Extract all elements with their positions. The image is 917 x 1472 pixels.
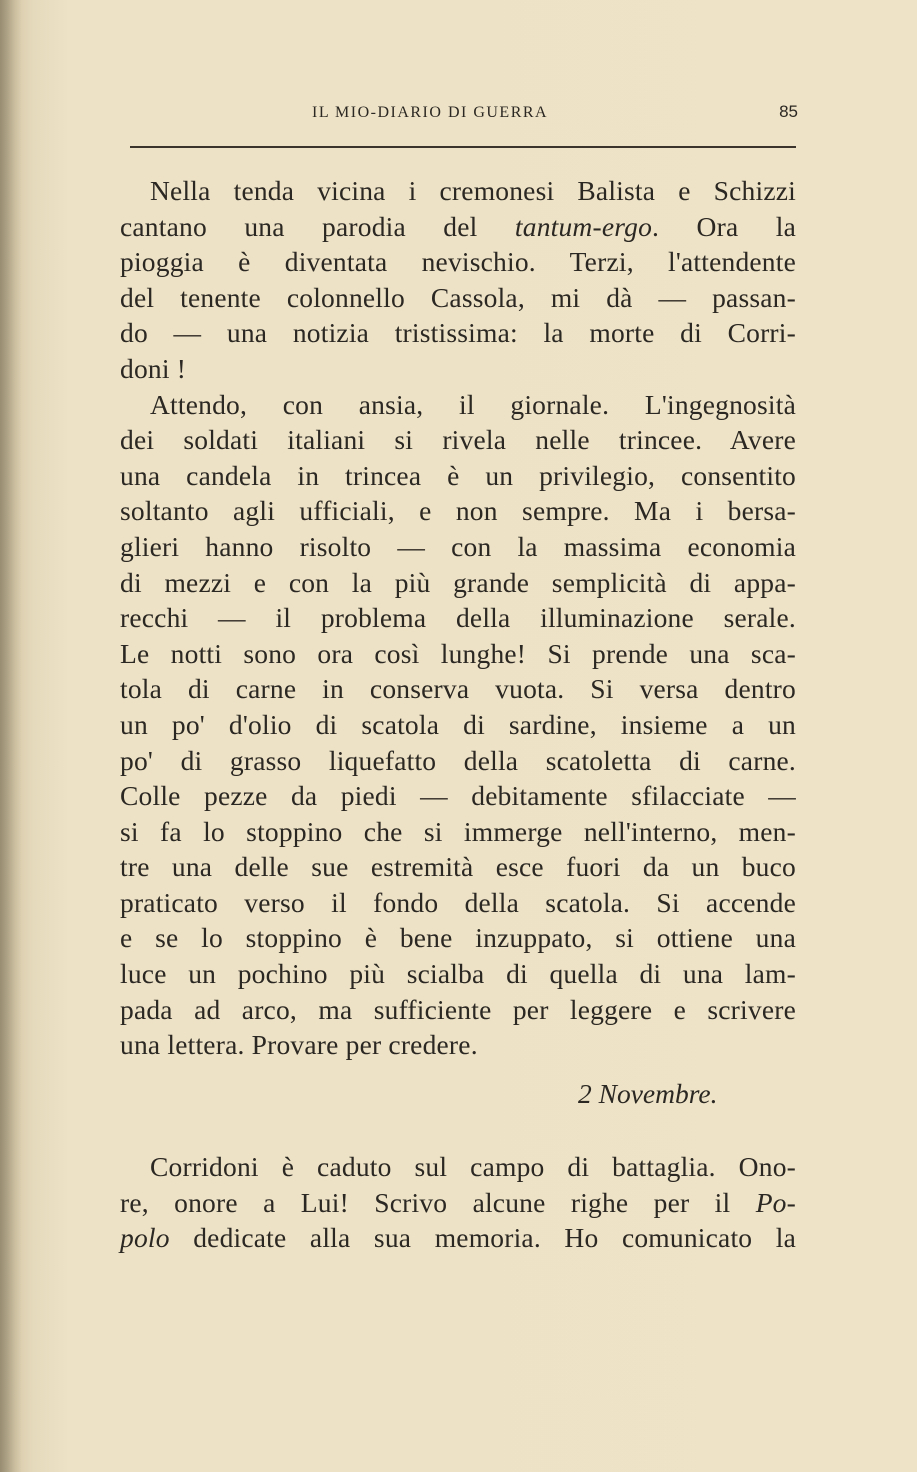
- page-header: [120, 104, 798, 132]
- text-line: una candela in trincea è un privilegio, consentito: [120, 459, 796, 491]
- running-title: IL MIO-DIARIO DI GUERRA: [312, 104, 549, 121]
- text-line: tola di carne in conserva vuota. Si versa dentro: [120, 673, 796, 705]
- text-block-second: [120, 1149, 796, 1256]
- text-line: polo dedicate alla sua memoria. Ho comunicato la: [120, 1222, 796, 1254]
- text-line: luce un pochino più scialba di quella di una lam-: [120, 958, 796, 990]
- text-line: praticato verso il fondo della scatola. Si accende: [120, 886, 796, 918]
- text-line: si fa lo stoppino che si immerge nell'interno, men-: [120, 815, 796, 847]
- text-line: soltanto agli ufficiali, e non sempre. Ma i bersa-: [120, 495, 796, 527]
- paragraph: [120, 173, 796, 387]
- text-line: Corridoni è caduto sul campo di battaglia. Ono-: [150, 1151, 796, 1182]
- spine-shadow: [0, 0, 22, 1472]
- text-block-main: [120, 173, 796, 1063]
- header-rule: [130, 146, 796, 148]
- text-line: un po' d'olio di scatola di sardine, insieme a un: [120, 708, 796, 740]
- date-heading: 2 Novembre.: [578, 1078, 718, 1109]
- text-line: e se lo stoppino è bene inzuppato, si ottiene una: [120, 922, 796, 954]
- page-number: 85: [779, 102, 798, 121]
- text-line: glieri hanno risolto — con la massima economia: [120, 530, 796, 562]
- text-line: del tenente colonnello Cassola, mi dà — passan-: [120, 281, 796, 313]
- text-line: re, onore a Lui! Scrivo alcune righe per il Po-: [120, 1186, 796, 1218]
- text-line: cantano una parodia del tantum-ergo. Ora la: [120, 210, 797, 242]
- text-line: Colle pezze da piedi — debitamente sfilacciate —: [120, 780, 796, 812]
- text-line: do — una notizia tristissima: la morte di Corri-: [120, 317, 796, 349]
- text-line: Attendo, con ansia, il giornale. L'ingegnosità: [150, 388, 796, 420]
- text-line: una lettera. Provare per credere.: [120, 1029, 478, 1061]
- text-line: dei soldati italiani si rivela nelle trincee. Avere: [120, 424, 796, 456]
- text-line: tre una delle sue estremità esce fuori da un buco: [120, 851, 796, 883]
- text-line: pada ad arco, ma sufficiente per leggere e scrivere: [120, 993, 796, 1025]
- paragraph: [120, 1149, 796, 1256]
- text-line: di mezzi e con la più grande semplicità di appa-: [120, 566, 796, 598]
- text-line: po' di grasso liquefatto della scatoletta di carne.: [120, 744, 796, 776]
- text-line: pioggia è diventata nevischio. Terzi, l'attendente: [120, 246, 796, 278]
- text-line: Nella tenda vicina i cremonesi Balista e Schizzi: [150, 175, 796, 206]
- text-line: doni !: [120, 352, 187, 384]
- text-line: recchi — il problema della illuminazione serale.: [120, 602, 796, 634]
- paragraph: [120, 387, 796, 1063]
- text-line: Le notti sono ora così lunghe! Si prende una sca-: [120, 637, 796, 669]
